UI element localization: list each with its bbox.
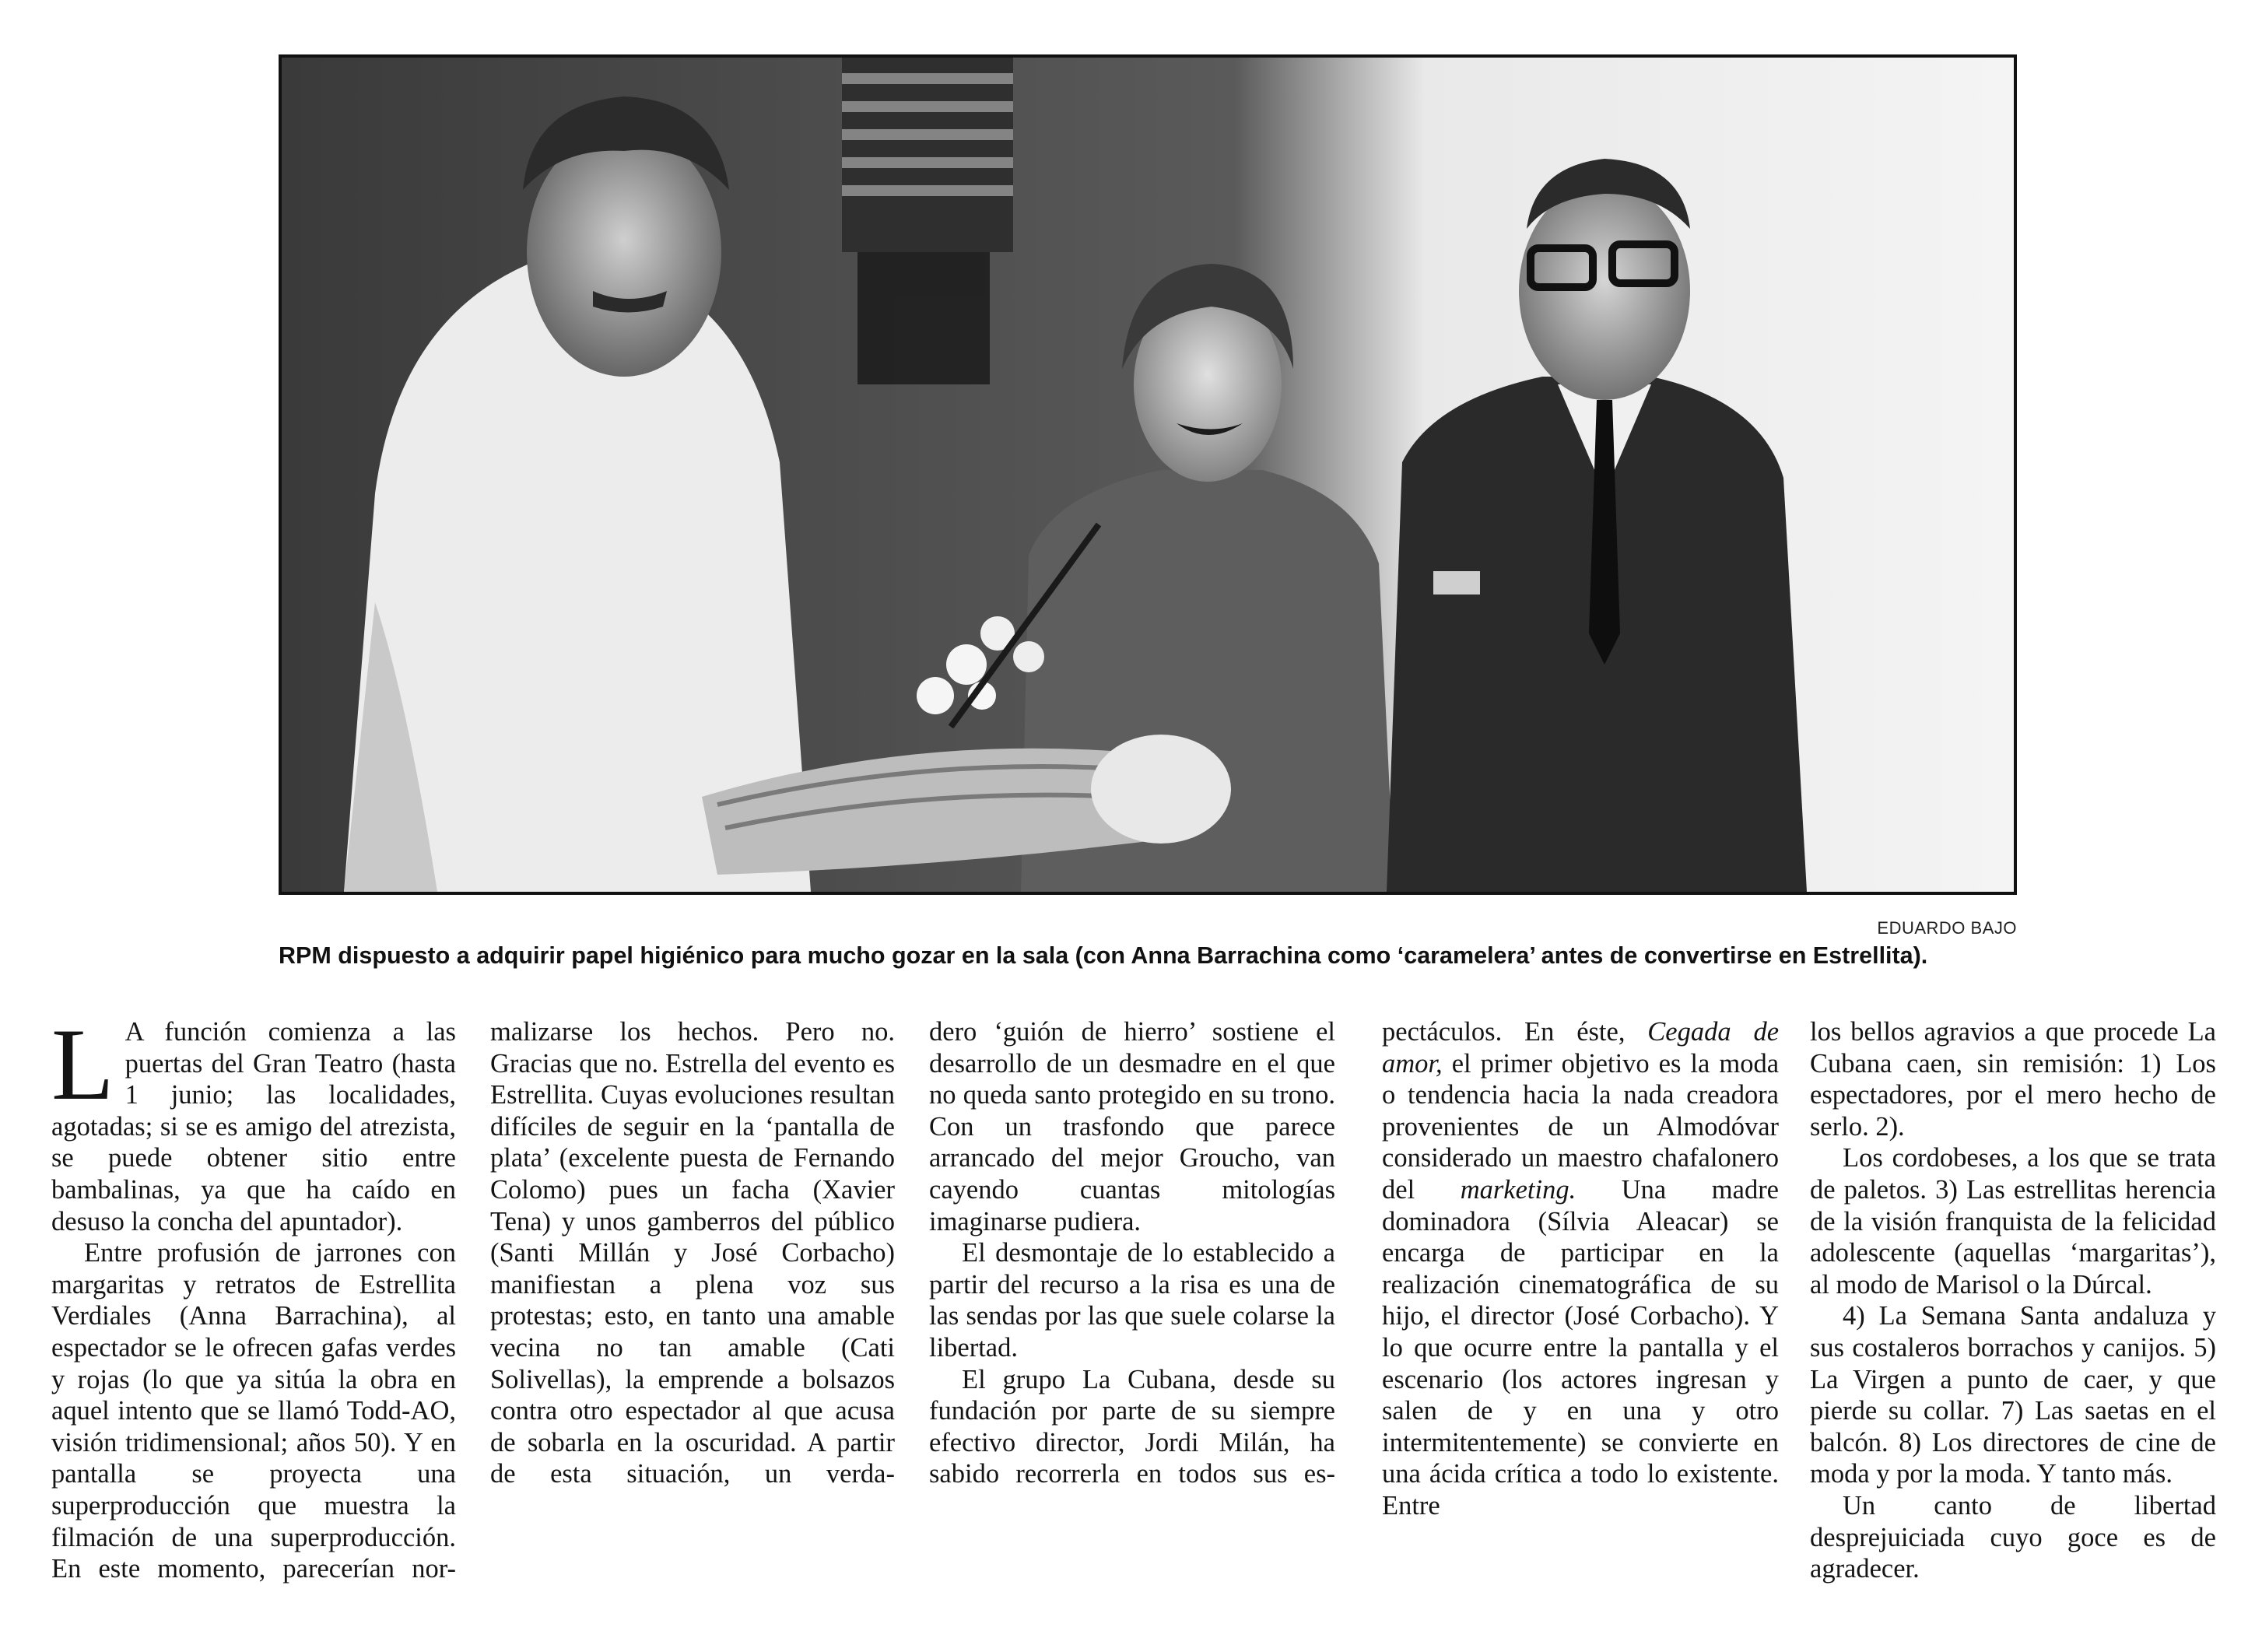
drop-cap: L xyxy=(51,1007,114,1121)
photo-image xyxy=(282,58,2014,892)
italic-term: marketing. xyxy=(1460,1174,1576,1205)
text-run: el primer objetivo es la moda o tendencia hacia la nada creadora provenientes de un Almodóvar considerado un maestro chafalonero del xyxy=(1382,1048,1780,1205)
text-run: Una madre dominadora (Sílvia Aleacar) se encarga de participar en la realización cinematográfica de su hijo, el director (José Corbacho). Y lo que ocurre entre la pantalla y el escenario (los actores ingresan y salen de y en una y otro intermitentemente) se convierte en una ácida crítica a todo lo existente. Entre xyxy=(1382,1174,1779,1520)
text-run: pectáculos. En éste, xyxy=(1382,1017,1626,1047)
paragraph xyxy=(1382,1016,1779,1522)
news-photo xyxy=(279,54,2017,895)
paragraph: Los cordobeses, a los que se trata de paletos. 3) Las estrellitas herencia de la visión franquista de la felicidad adolescente (aquellas ‘margaritas’), al modo de Marisol o la Dúrcal. xyxy=(1810,1143,2216,1300)
photo-credit: EDUARDO BAJO xyxy=(1877,918,2017,938)
paragraph: 4) La Semana Santa andaluza y sus costaleros borrachos y canijos. 5) La Virgen a punto de caer, y que pierde su collar. 7) Las saetas en el balcón. 8) Los directores de cine de moda y por la moda. Y tanto más. xyxy=(1810,1301,2216,1489)
article-column-1 xyxy=(51,1007,456,1585)
paragraph: malizarse los hechos. Pero no. Gracias que no. Estrella del evento es Estrellita. Cuyas evoluciones resultan difíciles de seguir en la ‘pantalla de plata’ (excelente puesta de Fernando Colomo) pues un facha (Xavier Tena) y unos gamberros del público (Santi Millán y José Corbacho) manifiestan a plena voz sus protestas; esto, en tanto una amable vecina no tan amable (Cati Solivellas), la emprende a bolsazos contra otro espectador al que acusa de sobarla en la oscuridad. A partir de esta situación, un verda- xyxy=(490,1017,895,1489)
article-column-4 xyxy=(1382,1016,1779,1522)
photo-caption: RPM dispuesto a adquirir papel higiénico para mucho gozar en la sala (con Anna Barrachina como ‘caramelera’ antes de convertirse en Estrellita). xyxy=(279,942,1928,969)
paragraph: dero ‘guión de hierro’ sostiene el desarrollo de un desmadre en el que no queda santo protegido en su trono. Con un trasfondo que parece arrancado del mejor Groucho, van cayendo cuantas mitologías imaginarse pudiera. xyxy=(929,1017,1335,1236)
paragraph-text: A función comienza a las puertas del Gran Teatro (hasta 1 junio; las localidades, agotadas; si se es amigo del atrezista, se puede obtener sitio entre bambalinas, ya que ha caído en desuso la concha del apuntador). xyxy=(51,1017,456,1236)
paragraph: Un canto de libertad desprejuiciada cuyo goce es de agradecer. xyxy=(1810,1490,2216,1584)
play-title: Cegada de amor, xyxy=(1382,1017,1780,1079)
article-column-3 xyxy=(929,1016,1335,1490)
article-column-2 xyxy=(490,1016,895,1490)
paragraph: El grupo La Cubana, desde su fundación por parte de su siempre efectivo director, Jordi Milán, ha sabido recorrerla en todos sus es- xyxy=(929,1364,1335,1489)
paragraph xyxy=(51,1007,456,1237)
article-column-5 xyxy=(1810,1016,2216,1585)
paragraph: los bellos agravios a que procede La Cubana caen, sin remisión: 1) Los espectadores, por el mero hecho de serlo. 2). xyxy=(1810,1017,2216,1142)
background-person xyxy=(842,58,1013,384)
paragraph: Entre profusión de jarrones con margaritas y retratos de Estrellita Verdiales (Anna Barrachina), al espectador se le ofrecen gafas verdes y rojas (lo que ya sitúa la obra en aquel intento que se llamó Todd-AO, visión tridimensional; años 50). Y en pantalla se proyecta una superproducción que muestra la filmación de una superproducción. En este momento, parecerían nor- xyxy=(51,1238,456,1584)
paragraph: El desmontaje de lo establecido a partir del recurso a la risa es una de las sendas por las que suele colarse la libertad. xyxy=(929,1238,1335,1363)
